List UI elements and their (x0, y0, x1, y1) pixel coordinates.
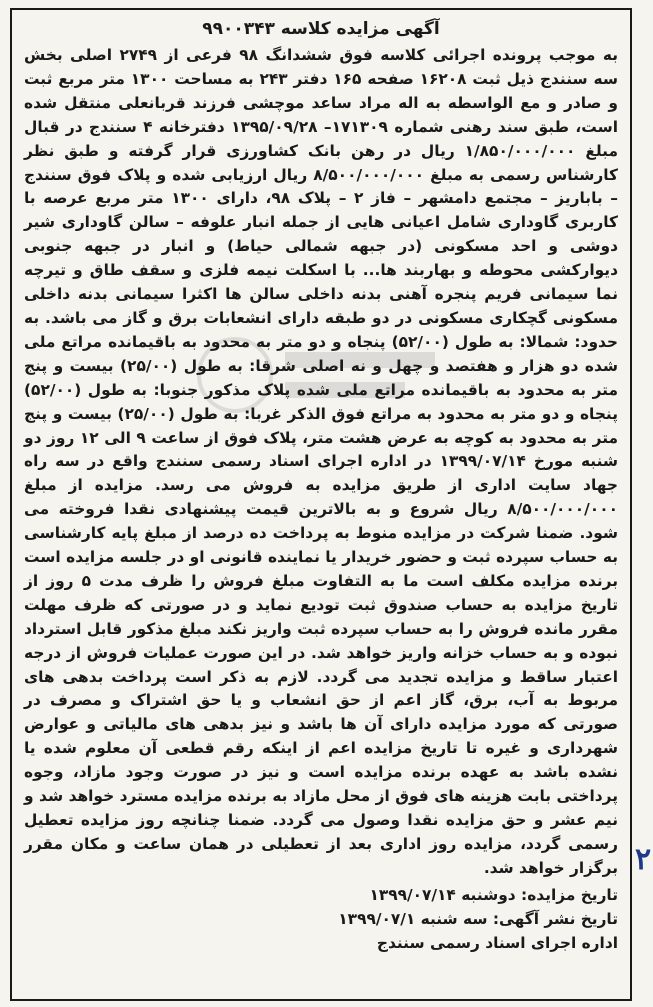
notice-box (10, 8, 632, 1001)
notice-body: به موجب پرونده اجرائی کلاسه فوق ششدانگ ۹۸ فرعی از ۲۷۴۹ اصلی بخش سه سنندج ذیل ثبت ۱۶۲۰۸ صفحه ۱۶۵ دفتر ۲۴۳ به مساحت ۱۳۰۰ متر مربع ثبت و صادر و مع الواسطه به اله مراد ساعد موچشی فرزند قربانعلی منتقل شده است، طبق سند رهنی شماره ۱۷۱۳۰۹– ۱۳۹۵/۰۹/۲۸ دفترخانه ۴ سنندج در قبال مبلغ ۱/۸۵۰/۰۰۰/۰۰۰ ریال در رهن بانک کشاورزی قرار گرفته و طبق نظر کارشناس رسمی به مبلغ ۸/۵۰۰/۰۰۰/۰۰۰ ریال ارزیابی شده و پلاک فوق سنندج – باباریز – مجتمع دامشهر – فاز ۲ – پلاک ۹۸، دارای ۱۳۰۰ متر مربع عرصه با کاربری گاوداری شامل اعیانی هایی از جمله انبار علوفه – سالن گاوداری شیر دوشی و احد مسکونی (در جبهه شمالی حیاط) و انبار در جبهه جنوبی دیوارکشی محوطه و بهاربند ها... با اسکلت نیمه فلزی و سقف طاق و تیرچه نما سیمانی فریم پنجره آهنی بدنه داخلی سالن ها اکثرا سیمانی بدنه داخلی مسکونی گچکاری مسکونی در دو طبقه دارای انشعابات برق و گاز می باشد. به حدود: شمالا: به طول (۵۲/۰۰) پنجاه و دو متر به محدود به باقیمانده مراتع ملی شده دو هزار و هفتصد و چهل و نه اصلی شرقا: به طول (۲۵/۰۰) بیست و پنج متر به محدود به باقیمانده مراتع ملی شده پلاک مذکور جنوبا: به طول (۵۲/۰۰) پنجاه و دو متر به محدود به مراتع فوق الذکر غربا: به طول (۲۵/۰۰) بیست و پنج متر به محدود به کوچه به عرض هشت متر، پلاک فوق از ساعت ۹ الی ۱۲ روز دو شنبه مورخ ۱۳۹۹/۰۷/۱۴ در اداره اجرای اسناد رسمی سنندج واقع در سه راه جهاد سایت اداری از طریق مزایده به فروش می رسد. مزایده از مبلغ ۸/۵۰۰/۰۰۰/۰۰۰ ریال شروع و به بالاترین قیمت پیشنهادی نقدا فروخته می شود. ضمنا شرکت در مزایده منوط به پرداخت ده درصد از مبلغ پایه کارشناسی به حساب سپرده ثبت و حضور خریدار یا نماینده قانونی او در جلسه مزایده است برنده مزایده مکلف است ما به التفاوت مبلغ فروش را ظرف مدت ۵ روز از تاریخ مزایده به حساب صندوق ثبت تودیع نماید و در صورتی که ظرف مهلت مقرر مانده فروش را به حساب سپرده ثبت واریز نکند مبلغ مذکور قابل استرداد نبوده و به حساب خزانه واریز خواهد شد. در این صورت عملیات فروش از درجه اعتبار ساقط و مزایده تجدید می گردد. لازم به ذکر است پرداخت بدهی های مربوط به آب، برق، گاز اعم از حق انشعاب و یا حق اشتراک و مصرف در صورتی که مورد مزایده دارای آن ها باشد و نیز بدهی های مالیاتی و عوارض شهرداری و غیره تا تاریخ مزایده اعم از اینکه رقم قطعی آن معلوم شده یا نشده باشد به عهده برنده مزایده است و نیز در صورت وجود مازاد، وجوه پرداختی بابت هزینه های فوق از محل مازاد به برنده مزایده مسترد خواهد شد و نیم عشر و حق مزایده نقدا وصول می گردد. ضمنا چنانچه روز مزایده تعطیل رسمی گردد، مزایده روز اداری بعد از تعطیلی در همان ساعت و مکان مقرر برگزار خواهد شد. (24, 46, 619, 877)
notice-footer (24, 883, 618, 955)
issuer-office: اداره اجرای اسناد رسمی سنندج (376, 933, 618, 952)
handwritten-mark: ۲ (634, 842, 652, 877)
publish-date: تاریخ نشر آگهی: سه شنبه ۱۳۹۹/۰۷/۱ (338, 909, 618, 928)
notice-title: آگهی مزایده کلاسه ۹۹۰۰۳۴۳ (202, 19, 440, 39)
auction-date: تاریخ مزایده: دوشنبه ۱۳۹۹/۰۷/۱۴ (369, 885, 618, 904)
